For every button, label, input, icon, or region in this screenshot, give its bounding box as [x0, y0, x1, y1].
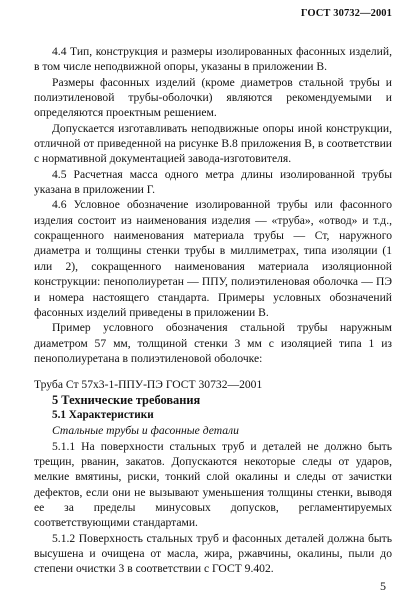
standard-header: ГОСТ 30732—2001: [300, 8, 392, 19]
paragraph-5-1-1: 5.1.1 На поверхности стальных труб и деталей не должно быть трещин, рванин, закатов. Допускаются некоторые следы от ударов, мелкие вмятины, риски, тонкий слой окалины и следы от зачистки дефектов, если они не вызывают уменьшения толщины стенки, выводя ее за пределы минусовых допусков, регламентируемых соответствующими стандартами.: [34, 439, 392, 530]
document-body: [34, 44, 392, 577]
page-number: 5: [380, 579, 386, 593]
paragraph-5-1-2: 5.1.2 Поверхность стальных труб и фасонных деталей должна быть высушена и очищена от масла, жира, ржавчины, окалины, пыли до степени очистки 3 в соответствии с ГОСТ 9.402.: [34, 531, 392, 576]
paragraph-4-6: 4.6 Условное обозначение изолированной трубы или фасонного изделия состоит из наименования изделия — «труба», «отвод» и т.д., сокращенного наименования материала трубы — Ст, наружного диаметра и толщины стенки трубы в миллиметрах, типа изоляции (1 или 2), сокращенного наименования материала изоляционной конструкции: пенополиуретан — ППУ, полиэтиленовая оболочка — ПЭ и номера настоящего стандарта. Примеры условных обозначений фасонных изделий приведены в приложении В.: [34, 198, 392, 319]
paragraph-allow: Допускается изготавливать неподвижные опоры иной конструкции, отличной от приведенной на рисунке В.8 приложения В, в соответствии с нормативной документацией завода-изготовителя.: [34, 121, 392, 166]
paragraph-example: Пример условного обозначения стальной трубы наружным диаметром 57 мм, толщиной стенки 3 мм с изоляцией типа 1 из пенополиуретана в полиэтиленовой оболочке:: [34, 321, 392, 365]
designation-example: Труба Ст 57х3-1-ППУ-ПЭ ГОСТ 30732—2001: [34, 378, 263, 392]
subheading-steel-pipes: Стальные трубы и фасонные детали: [52, 424, 239, 438]
section-5-heading: 5 Технические требования: [52, 392, 201, 407]
paragraph-4-5: 4.5 Расчетная масса одного метра длины изолированной трубы указана в приложении Г.: [34, 167, 392, 197]
section-5-1-heading: 5.1 Характеристики: [52, 408, 154, 421]
paragraph-4-4: 4.4 Тип, конструкция и размеры изолированных фасонных изделий, в том числе неподвижной опоры, указаны в приложении В.: [34, 45, 392, 74]
paragraph-sizes: Размеры фасонных изделий (кроме диаметров стальной трубы и полиэтиленовой трубы-оболочки) являются рекомендуемыми и определяются проектным решением.: [34, 75, 392, 120]
